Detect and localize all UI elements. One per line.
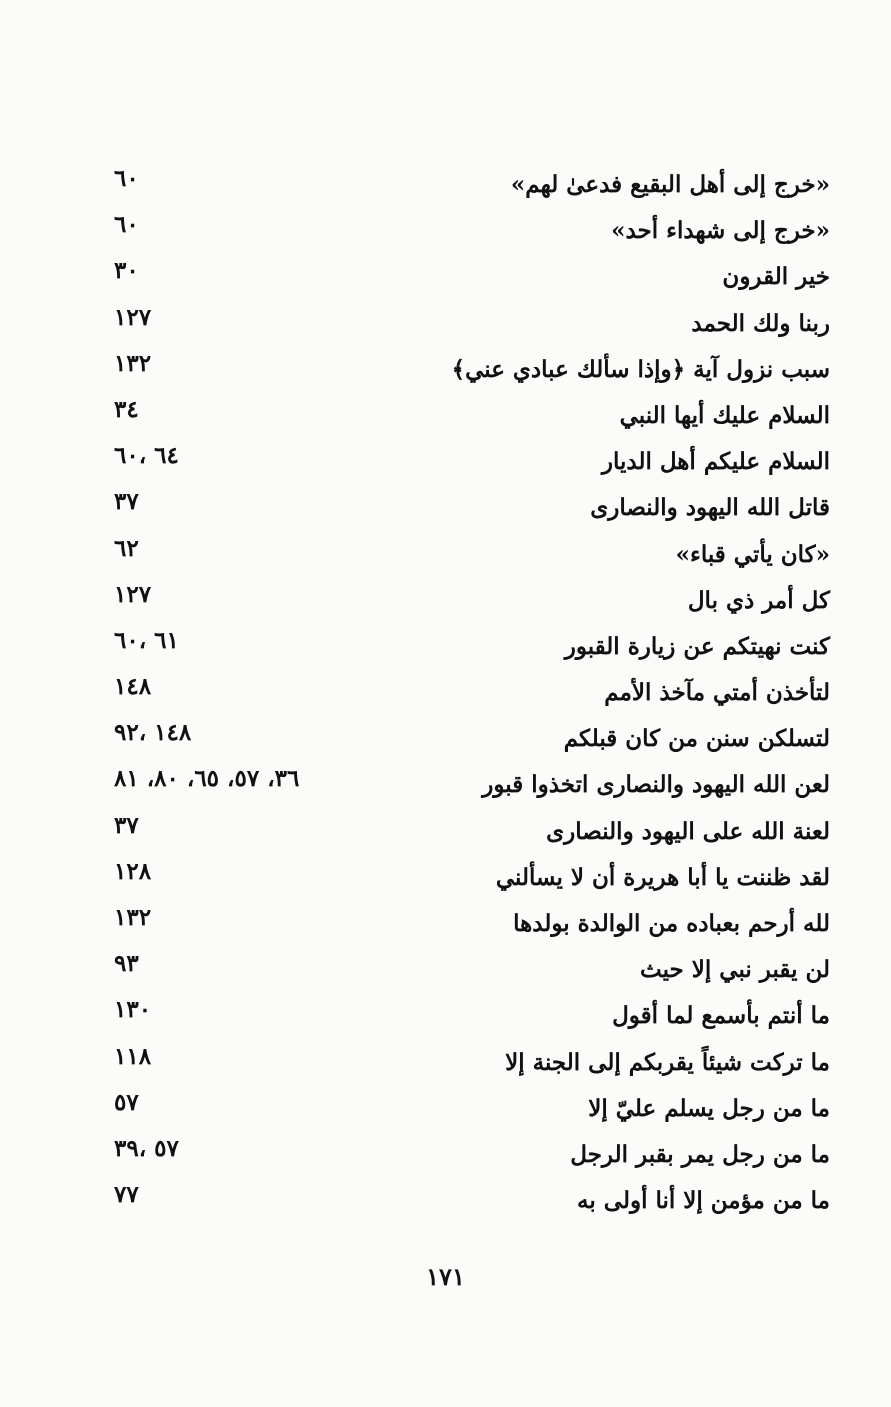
entry-pages: ٦١ ،٦٠ (114, 626, 179, 654)
entry-title: كل أمر ذي بال (687, 586, 830, 614)
list-item (100, 437, 830, 483)
index-list (100, 160, 830, 1222)
list-item (100, 576, 830, 622)
entry-pages: ١١٨ (114, 1042, 152, 1070)
entry-title: ربنا ولك الحمد (691, 309, 830, 337)
list-item (100, 899, 830, 945)
entry-pages: ٥٧ (114, 1088, 139, 1116)
list-item (100, 206, 830, 252)
entry-title: كنت نهيتكم عن زيارة القبور (564, 632, 830, 660)
entry-pages: ١٣٢ (114, 349, 152, 377)
entry-title: قاتل الله اليهود والنصارى (590, 494, 830, 522)
list-item (100, 391, 830, 437)
entry-pages: ١٣٢ (114, 904, 152, 931)
list-item (100, 530, 830, 576)
entry-title: «خرج إلى أهل البقيع فدعىٰ لهم» (510, 171, 830, 198)
entry-pages: ٦٠ (114, 165, 139, 192)
list-item (100, 1084, 830, 1130)
entry-title: ما أنتم بأسمع لما أقول (612, 1002, 830, 1030)
entry-pages: ٣٧ (114, 488, 139, 516)
list-item (100, 622, 830, 668)
entry-pages: ٩٣ (114, 950, 139, 978)
entry-title: لتأخذن أمتي مآخذ الأمم (604, 679, 830, 707)
list-item (100, 1130, 830, 1176)
entry-title: سبب نزول آية ﴿وإذا سألك عبادي عني﴾ (451, 355, 830, 383)
entry-title: لن يقبر نبي إلا حيث (640, 956, 830, 984)
entry-title: «خرج إلى شهداء أحد» (611, 217, 830, 245)
entry-title: خير القرون (722, 263, 830, 291)
entry-pages: ١٢٧ (114, 580, 152, 608)
entry-title: السلام عليك أيها النبي (619, 401, 830, 429)
entry-title: السلام عليكم أهل الديار (601, 448, 830, 476)
entry-pages: ٥٧ ،٣٩ (114, 1134, 179, 1162)
list-item (100, 1038, 830, 1084)
entry-title: ما تركت شيئاً يقربكم إلى الجنة إلا (505, 1048, 830, 1076)
entry-title: لله أرحم بعباده من الوالدة بولدها (513, 910, 830, 937)
entry-title: لتسلكن سنن من كان قبلكم (563, 725, 830, 753)
entry-pages: ١٤٨ ،٩٢ (114, 719, 192, 747)
entry-pages: ٣٧ (114, 811, 139, 839)
entry-pages: ١٣٠ (114, 996, 152, 1024)
list-item (100, 714, 830, 760)
entry-pages: ٦٠ (114, 211, 139, 239)
entry-pages: ٣٠ (114, 257, 139, 285)
entry-title: لعن الله اليهود والنصارى اتخذوا قبور (482, 771, 830, 799)
entry-title: «كان يأتي قباء» (675, 540, 830, 568)
entry-pages: ٦٤ ،٦٠ (114, 442, 179, 470)
entry-pages: ٦٢ (114, 534, 139, 562)
entry-pages: ٣٤ (114, 395, 139, 423)
page-number: ١٧١ (426, 1262, 465, 1291)
list-item (100, 252, 830, 298)
entry-title: لقد ظننت يا أبا هريرة أن لا يسألني (495, 863, 830, 891)
entry-title: ما من مؤمن إلا أنا أولى به (577, 1187, 830, 1215)
list-item (100, 1176, 830, 1222)
entry-pages: ٣٦، ٥٧، ٦٥، ٨٠، ٨١ (114, 765, 300, 793)
list-item (100, 760, 830, 806)
list-item (100, 991, 830, 1037)
entry-title: ما من رجل يمر بقبر الرجل (570, 1140, 830, 1168)
entry-title: لعنة الله على اليهود والنصارى (546, 817, 830, 845)
entry-pages: ٧٧ (114, 1181, 139, 1209)
entry-pages: ١٢٧ (114, 303, 152, 331)
entry-title: ما من رجل يسلم عليّ إلا (588, 1094, 830, 1122)
list-item (100, 160, 830, 206)
entry-pages: ١٢٨ (114, 857, 152, 885)
list-item (100, 668, 830, 714)
entry-pages: ١٤٨ (114, 673, 152, 701)
list-item (100, 483, 830, 529)
list-item (100, 945, 830, 991)
list-item (100, 853, 830, 899)
list-item (100, 807, 830, 853)
list-item (100, 299, 830, 345)
list-item (100, 345, 830, 391)
